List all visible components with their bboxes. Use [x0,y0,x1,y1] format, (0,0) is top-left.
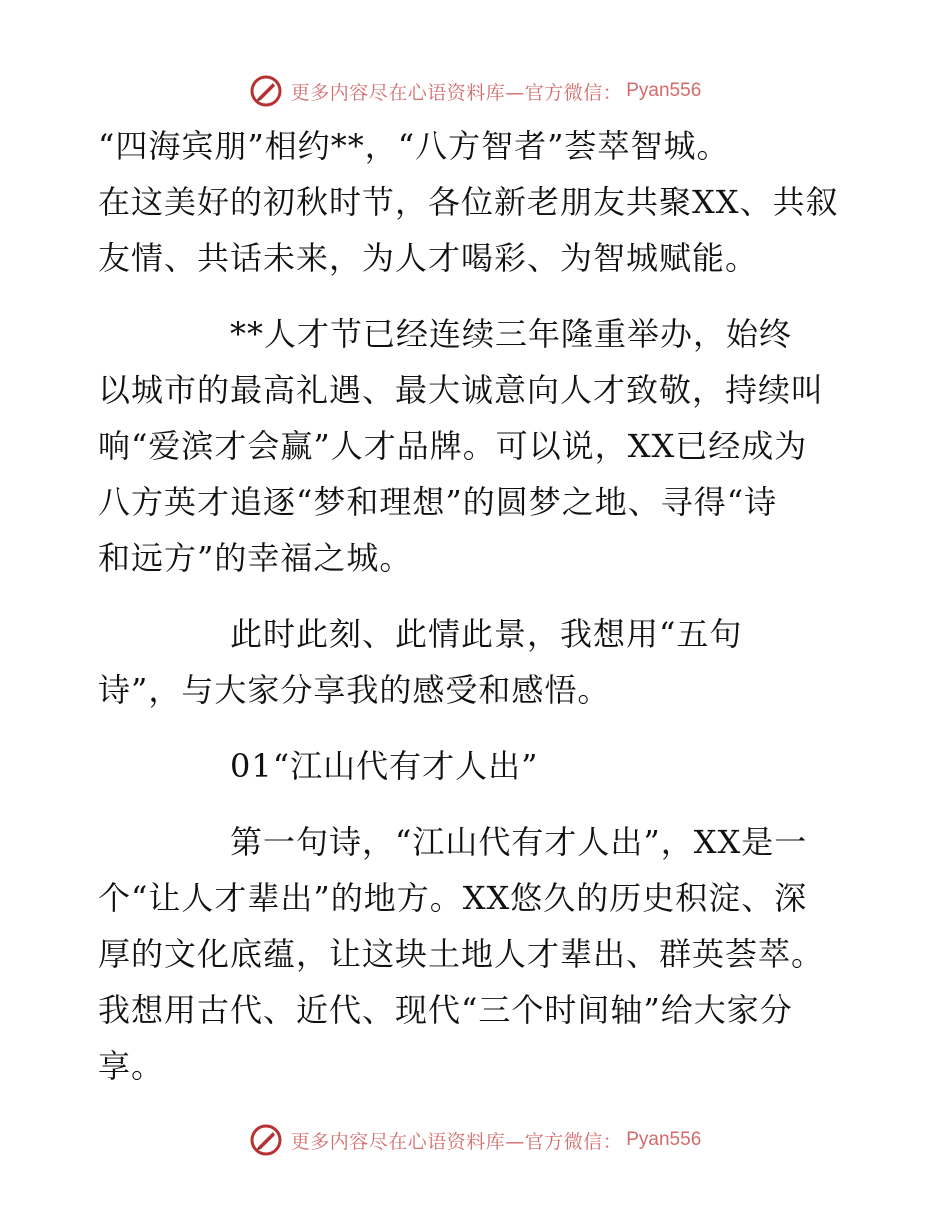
paragraph-five-poems-intro [98,606,858,718]
text-line: 享。 [98,1047,165,1085]
text-line: **人才节已经连续三年隆重举办，始终 [230,315,793,353]
paragraph-opening [98,118,858,286]
text-line: 和远方”的幸福之城。 [98,539,413,577]
text-line: 01“江山代有才人出” [230,747,539,785]
text-line: 我想用古代、近代、现代“三个时间轴”给大家分 [98,991,793,1029]
text-line: 第一句诗，“江山代有才人出”，XX是一 [230,823,808,861]
document-body [98,118,858,1094]
header-watermark [0,69,950,113]
section-heading [98,738,858,794]
text-line: 友情、共话未来，为人才喝彩、为智城赋能。 [98,239,759,277]
text-line: 在这美好的初秋时节，各位新老朋友共聚XX、共叙 [98,183,839,221]
text-line: 八方英才追逐“梦和理想”的圆梦之地、寻得“诗 [98,483,778,521]
text-line: “四海宾朋”相约**，“八方智者”荟萃智城。 [98,127,730,165]
text-line: 以城市的最高礼遇、最大诚意向人才致敬，持续叫 [98,371,825,409]
text-line: 此时此刻、此情此景，我想用“五句 [230,615,743,653]
paragraph-first-poem [98,814,858,1094]
watermark-wechat-id: Pyan556 [626,1129,702,1150]
paragraph-talent-festival [98,306,858,586]
quill-logo-icon [249,74,283,108]
text-line: 个“让人才辈出”的地方。XX悠久的历史积淀、深 [98,879,808,917]
watermark-text: 更多内容尽在心语资料库—官方微信： [290,1130,623,1153]
watermark-text: 更多内容尽在心语资料库—官方微信： [290,81,623,104]
quill-logo-icon [249,1123,283,1157]
text-line: 诗”，与大家分享我的感受和感悟。 [98,671,611,709]
watermark-wechat-id: Pyan556 [626,80,702,101]
footer-watermark [0,1118,950,1162]
text-line: 厚的文化底蕴，让这块土地人才辈出、群英荟萃。 [98,935,825,973]
text-line: 响“爱滨才会赢”人才品牌。可以说，XX已经成为 [98,427,808,465]
